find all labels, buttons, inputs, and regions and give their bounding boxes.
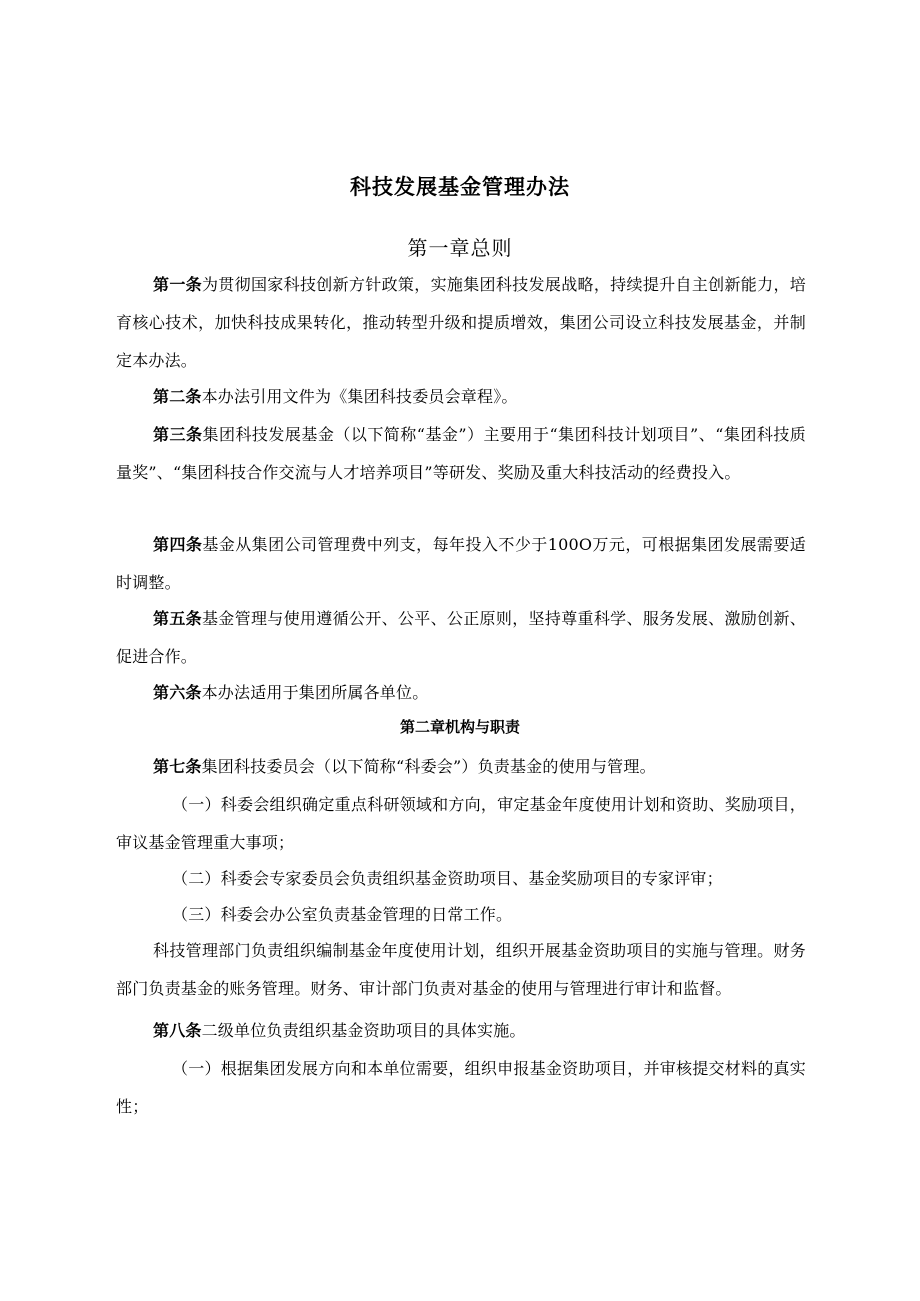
article-1-text: 为贯彻国家科技创新方针政策，实施集团科技发展战略，持续提升自主创新能力，培育核心技术，加快科技成果转化，推动转型升级和提质增效，集团公司设立科技发展基金，并制定本办法。: [116, 275, 806, 370]
article-1-label: 第一条: [153, 275, 202, 294]
article-5: [116, 600, 806, 676]
article-4: [116, 526, 806, 602]
chapter-2-heading: 第二章机构与职责: [399, 718, 520, 736]
document-title: 科技发展基金管理办法: [350, 175, 570, 199]
article-2-label: 第二条: [153, 387, 202, 406]
responsibility-paragraph: 科技管理部门负责组织编制基金年度使用计划，组织开展基金资助项目的实施与管理。财务部门负责基金的账务管理。财务、审计部门负责对基金的使用与管理进行审计和监督。: [116, 941, 806, 998]
article-8: [116, 1012, 806, 1050]
article-2-text: 本办法引用文件为《集团科技委员会章程》。: [201, 387, 518, 406]
article-8-label: 第八条: [153, 1021, 202, 1040]
article-7-item-2: （二）科委会专家委员会负责组织基金资助项目、基金奖励项目的专家评审；: [172, 869, 723, 888]
article-6: [116, 674, 806, 712]
article-4-label: 第四条: [153, 535, 203, 554]
article-2: [116, 378, 806, 416]
article-3: [116, 416, 806, 492]
article-5-label: 第五条: [153, 609, 202, 628]
article-4-text: 基金从集团公司管理费中列支，每年投入不少于100O万元，可根据集团发展需要适时调整。: [116, 535, 806, 592]
article-7-text: 集团科技委员会（以下简称“科委会”）负责基金的使用与管理。: [201, 757, 656, 776]
article-8-text: 二级单位负责组织基金资助项目的具体实施。: [201, 1021, 526, 1040]
article-5-text: 基金管理与使用遵循公开、公平、公正原则，坚持尊重科学、服务发展、激励创新、促进合作。: [116, 609, 806, 666]
article-7: [116, 748, 806, 786]
chapter-1-heading: 第一章总则: [407, 236, 513, 260]
article-3-text: 集团科技发展基金（以下简称“基金”）主要用于“集团科技计划项目”、“集团科技质量奖”、“集团科技合作交流与人才培养项目”等研发、奖励及重大科技活动的经费投入。: [116, 425, 807, 482]
article-7-item-1: （一）科委会组织确定重点科研领域和方向，审定基金年度使用计划和资助、奖励项目，审议基金管理重大事项；: [116, 795, 806, 852]
article-1: [116, 266, 806, 380]
article-7-item-3: （三）科委会办公室负责基金管理的日常工作。: [172, 905, 513, 924]
article-6-text: 本办法适用于集团所属各单位。: [201, 683, 429, 702]
article-7-label: 第七条: [153, 757, 202, 776]
article-8-item-1: （一）根据集团发展方向和本单位需要，组织申报基金资助项目，并审核提交材料的真实性；: [116, 1059, 806, 1116]
article-6-label: 第六条: [153, 683, 202, 702]
article-3-label: 第三条: [153, 425, 203, 444]
